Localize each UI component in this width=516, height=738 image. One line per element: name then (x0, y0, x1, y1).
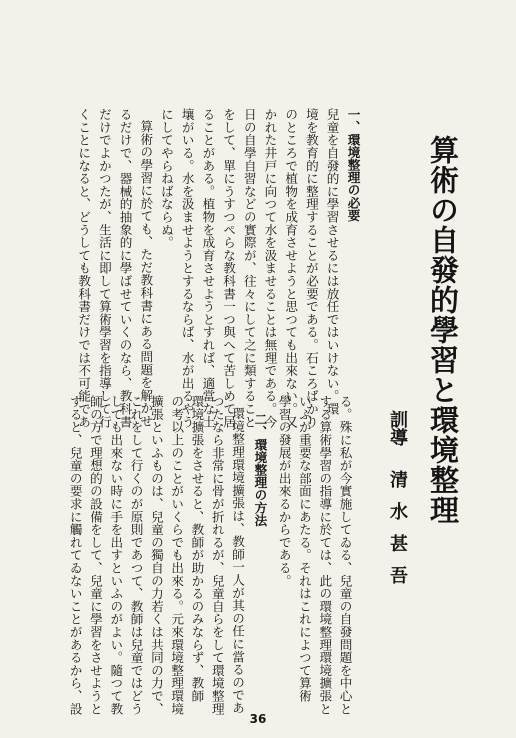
text-column: 師の方で理想的の設備をして、兒童に學習をさせようと (87, 395, 103, 715)
text-column: つたなら非常に骨が折れるが、兒童自らをして環境整理 (209, 395, 225, 715)
text-column: 環境整理環境擴張は、教師一人が其の任に當るのであ (230, 407, 246, 715)
text-column: るだけで、器械的抽象的に學ばせていくのなら、教科書 (117, 108, 133, 428)
text-column: のところで植物を成育させようと思つても出來ない。又 (283, 108, 299, 428)
text-column: いふが重要な部面にあたる。それはこれによつて算術 (296, 395, 312, 703)
text-column: 壤がいる。水を汲ませようとするならば、水が出るやう (179, 108, 195, 428)
text-column: 兒童を自發的に學習させるには放任ではいけない。環 (324, 108, 340, 416)
page-number: 36 (249, 712, 267, 726)
text-column: ることがある。植物を成育させようとすれば、適當な土 (200, 108, 216, 428)
text-column: る。殊に私が今實施してゐる、兒童の自發問題を中心と (337, 395, 353, 715)
text-column: これをして行くのが原則であつて、教師は兒童ではどう (128, 395, 144, 715)
text-column: 環境擴張をさせると、教師が助かるのみならず、教師 (189, 395, 205, 703)
text-column: の考以上のことがいくらでも出來る。元來環境整理環境 (169, 395, 185, 715)
text-column: 擴張といふものは、兒童の獨自の力若くは共同の力で、 (148, 395, 164, 715)
author-name: 清水甚吾 (387, 470, 408, 598)
text-column: 境を教育的に整理することが必要である。石ころばかり (303, 108, 319, 428)
text-column: だけでよかつたが、生活に即して算術學習を指導して行 (96, 108, 112, 428)
text-column: する算術學習の指導に於ては、此の環境整理環境擴張と (317, 395, 333, 715)
article-title: 算術の自發的學習と環境整理 (426, 135, 460, 525)
text-column: にしてやらねばならぬ。 (158, 108, 174, 249)
text-column: しても出來ない時に手を出すといふのがよい。隨つて教 (108, 395, 124, 715)
section-heading: 二、環境整理の方法 (252, 413, 268, 527)
text-column: くことになると、どうしても教科書だけでは不可能であ (76, 108, 92, 428)
text-column: かれた井戸に向つて水を汲ませることは無理である。今 (262, 108, 278, 428)
text-column: 學習の發展が出來るからである。 (276, 395, 292, 587)
text-column: 日の自學自習などの實際が、往々にして之に類すること (241, 108, 257, 428)
text-column: をして、單にうすつぺらな教科書一つ與へて苦しめて居 (221, 108, 237, 428)
text-column: すると、兒童の要求に觸れてゐないことがあるから、設 (67, 395, 83, 715)
section-heading: 一、環境整理の必要 (345, 108, 361, 222)
author-role: 訓導 (387, 410, 408, 446)
text-column: 算術の學習に於ても、ただ教科書にある問題を解かせ (138, 120, 154, 428)
